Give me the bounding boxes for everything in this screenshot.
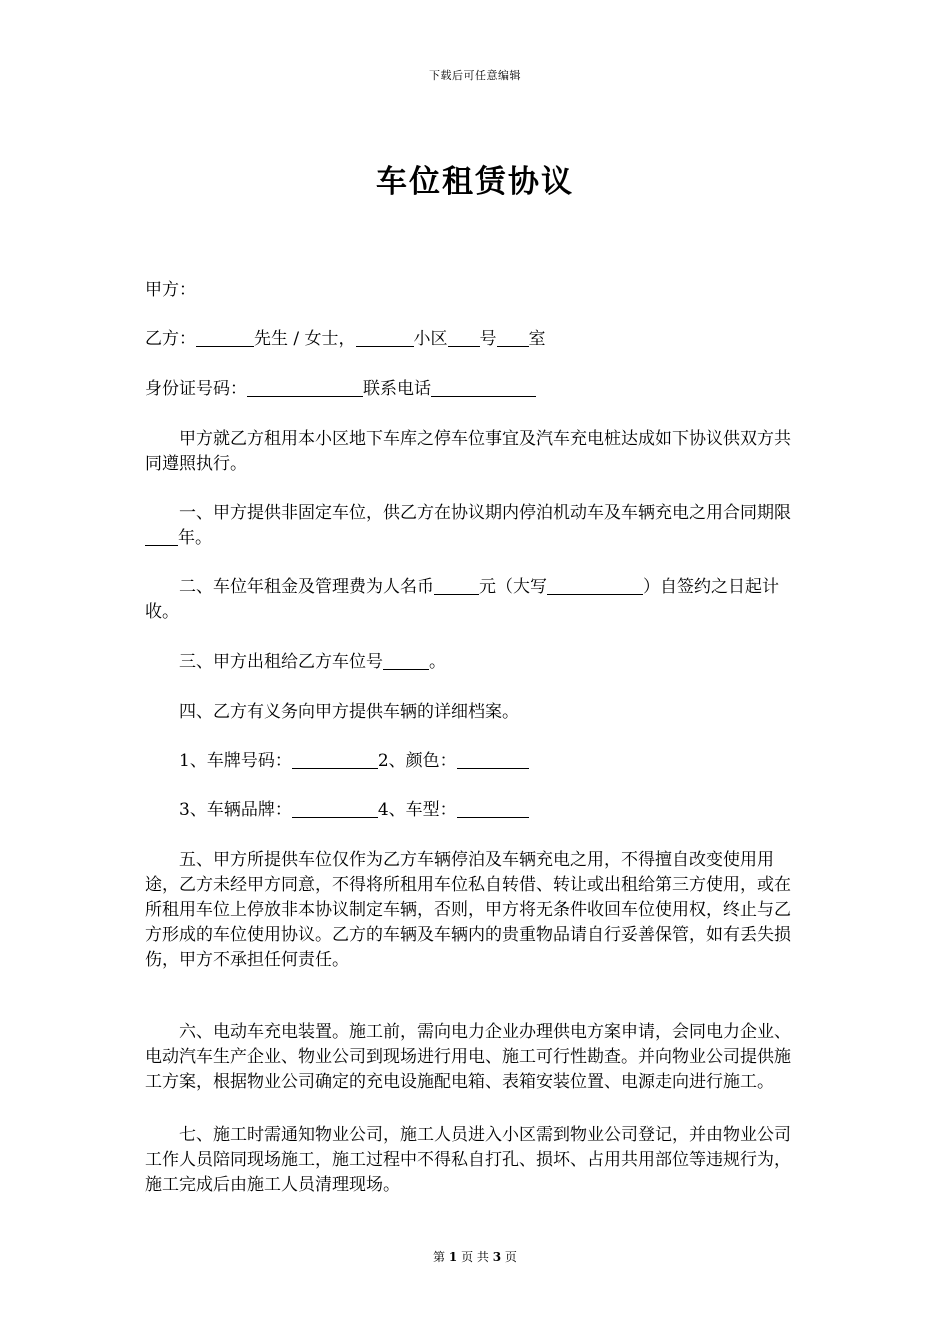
party-b-line [145, 327, 546, 352]
clause-1-text: 一、甲方提供非固定车位，供乙方在协议期内停泊机动车及车辆充电之用合同期限 [179, 503, 791, 523]
model-blank[interactable] [457, 800, 529, 818]
clause-7: 七、施工时需通知物业公司，施工人员进入小区需到物业公司登记，并由物业公司工作人员陪同现场施工，施工过程中不得私自打孔、损坏、占用共用部位等违规行为，施工完成后由施工人员清理现场。 [145, 1125, 791, 1195]
honorific-text: 先生 / 女士， [254, 329, 356, 349]
clause-4 [145, 700, 519, 725]
footer-suffix: 页 [504, 1250, 517, 1264]
phone-blank[interactable] [431, 379, 536, 397]
footer-page-number: 1 [448, 1250, 458, 1264]
vehicle-line-1 [145, 749, 529, 774]
rent-amount-blank[interactable] [434, 577, 479, 595]
clause-2-suffix: ）自签约之日起计收。 [145, 577, 779, 622]
clause-5: 五、甲方所提供车位仅作为乙方车辆停泊及车辆充电之用，不得擅自改变使用用途，乙方未经甲方同意，不得将所租用车位私自转借、转让或出租给第三方使用，或在所租用车位上停放非本协议制定车辆，否则，甲方将无条件收回车位使用权，终止与乙方形成的车位使用协议。乙方的车辆及车辆内的贵重物品请自行妥善保管，如有丢失损伤，甲方不承担任何责任。 [145, 850, 791, 970]
room-text: 室 [528, 329, 546, 349]
clause-3-text: 三、甲方出租给乙方车位号 [179, 652, 383, 672]
name-blank[interactable] [196, 329, 254, 347]
brand-label: 3、车辆品牌： [179, 800, 292, 820]
id-label: 身份证号码： [145, 379, 247, 399]
phone-label: 联系电话 [363, 379, 431, 399]
clause-2-unit: 元（大写 [479, 577, 547, 597]
rent-uppercase-blank[interactable] [547, 577, 643, 595]
id-line [145, 377, 536, 402]
brand-blank[interactable] [292, 800, 378, 818]
clause-2-text: 二、车位年租金及管理费为人名币 [179, 577, 434, 597]
clause-3-suffix: 。 [429, 652, 446, 672]
clause-1-suffix: 年。 [178, 528, 212, 548]
footer-prefix: 第 [433, 1250, 446, 1264]
clause-2 [145, 575, 807, 625]
community-blank[interactable] [356, 329, 414, 347]
clause-3 [145, 650, 446, 675]
clause-1 [145, 501, 807, 551]
footer-mid: 页 共 [461, 1250, 489, 1264]
vehicle-line-2 [145, 798, 529, 823]
party-b-label: 乙方： [145, 329, 196, 349]
document-title: 车位租赁协议 [376, 164, 574, 200]
color-label: 2、颜色： [377, 751, 457, 771]
color-blank[interactable] [457, 751, 529, 769]
clause-6: 六、电动车充电装置。施工前，需向电力企业办理供电方案申请，会同电力企业、电动汽车生产企业、物业公司到现场进行用电、施工可行性勘查。并向物业公司提供施工方案，根据物业公司确定的充电设施配电箱、表箱安装位置、电源走向进行施工。 [145, 1022, 791, 1092]
page-header: 下载后可任意编辑 [429, 69, 521, 82]
intro-paragraph: 甲方就乙方租用本小区地下车库之停车位事宜及汽车充电桩达成如下协议供双方共同遵照执行。 [145, 429, 791, 474]
clause-4-text: 四、乙方有义务向甲方提供车辆的详细档案。 [179, 702, 519, 722]
footer-total-pages: 3 [492, 1250, 502, 1264]
page-footer [0, 1248, 950, 1265]
party-a-line [145, 278, 196, 303]
community-text: 小区 [413, 329, 448, 349]
space-number-blank[interactable] [383, 652, 429, 670]
plate-label: 1、车牌号码： [179, 751, 292, 771]
party-a-label: 甲方： [145, 280, 196, 300]
building-number-blank[interactable] [448, 329, 480, 347]
room-blank[interactable] [497, 329, 529, 347]
model-label: 4、车型： [377, 800, 457, 820]
number-text: 号 [479, 329, 497, 349]
term-years-blank[interactable] [145, 528, 178, 546]
plate-blank[interactable] [292, 751, 378, 769]
id-number-blank[interactable] [247, 379, 363, 397]
